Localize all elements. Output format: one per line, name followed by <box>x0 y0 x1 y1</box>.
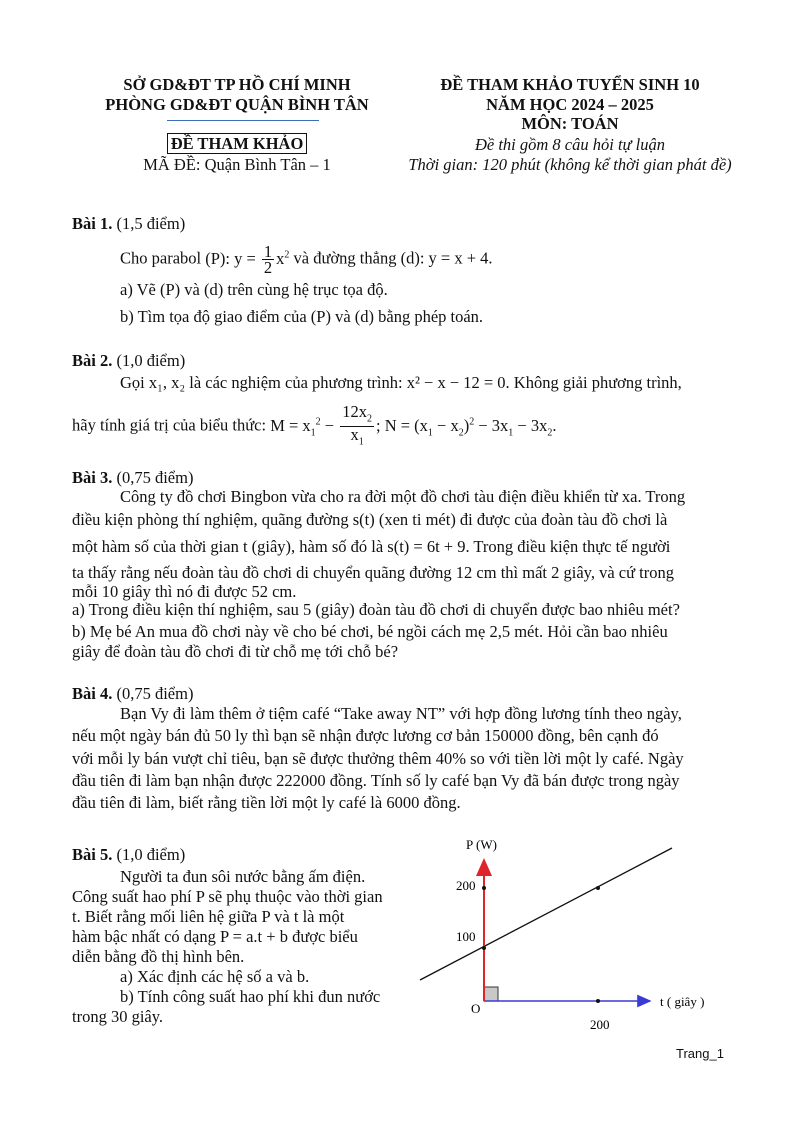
bai5-line2: Công suất hao phí P sẽ phụ thuộc vào thời gian <box>72 887 383 906</box>
bai3-b1: b) Mẹ bé An mua đồ chơi này về cho bé chơi, bé ngồi cách mẹ 2,5 mét. Hỏi cần bao nhiêu <box>72 622 668 641</box>
bai1-points: (1,5 điểm) <box>116 214 186 233</box>
bai3-line2: điều kiện phòng thí nghiệm, quãng đường s(t) (xen ti mét) đi được của đoàn tàu đồ chơi là <box>72 510 668 529</box>
school-year: NĂM HỌC 2024 – 2025 <box>486 95 654 114</box>
bai3-title: Bài 3. <box>72 468 113 487</box>
point-y200 <box>482 886 486 890</box>
time-limit: Thời gian: 120 phút (không kể thời gian phát đề) <box>408 155 732 174</box>
bai4-line3: với mỗi ly bán vượt chỉ tiêu, bạn sẽ được thưởng thêm 40% so với tiền lời một ly café. Ngày <box>72 749 684 768</box>
bai2-text-1b: x² − x − 12 = 0. Không giải phương trình, <box>406 373 682 392</box>
header-divider <box>167 120 319 121</box>
expr-N: $N = (x_1 - x_2)^2 - 3x_1 - 3x_2$. <box>384 415 557 438</box>
x-axis-label: t ( giây ) <box>660 994 705 1009</box>
bai4-title: Bài 4. <box>72 684 113 703</box>
bai1-text-2: và đường thẳng <box>293 248 397 268</box>
bai4-line4: đầu tiên đi làm bạn nhận được 222000 đồng. Tính số ly café bạn Vy đã bán được trong ngày <box>72 771 680 790</box>
bai2-line2 <box>72 404 556 450</box>
bai5-title: Bài 5. <box>72 845 113 864</box>
point-x200 <box>596 999 600 1003</box>
right-angle-marker <box>484 987 498 1001</box>
bai3-b2: giây để đoàn tàu đồ chơi đi từ chỗ mẹ tới chỗ bé? <box>72 642 399 661</box>
bai5-b2: trong 30 giây. <box>72 1007 164 1026</box>
bai1-text-1: Cho parabol <box>120 248 202 268</box>
bai1-b: b) Tìm tọa độ giao điểm của (P) và (d) bằng phép toán. <box>120 307 484 326</box>
exam-type-box-wrap <box>80 133 394 154</box>
bai2-points: (1,0 điểm) <box>116 351 186 370</box>
bai3-line4: ta thấy rằng nếu đoàn tàu đồ chơi di chuyển quãng đường 12 cm thì mất 2 giây, và cứ trong <box>72 563 674 582</box>
bai5-text-4c: được biểu <box>292 927 358 946</box>
tick-y-100: 100 <box>456 929 476 944</box>
bai5-formula: P = a.t + b <box>219 927 288 946</box>
y-axis-label: P (W) <box>466 837 497 852</box>
header-department: SỞ GD&ĐT TP HỒ CHÍ MINH <box>123 75 351 94</box>
bai2-text-1a: Gọi x₁, x₂ là các nghiệm của phương trình: <box>120 373 403 392</box>
fraction-12x2-x1: $\frac{12x_2}{x_1}$ <box>342 402 372 448</box>
bai3-a: a) Trong điều kiện thí nghiệm, sau 5 (giây) đoàn tàu đồ chơi di chuyển được bao nhiêu mét? <box>72 600 680 619</box>
bai4-points: (0,75 điểm) <box>116 684 194 703</box>
bai5-b1: b) Tính công suất hao phí khi đun nước <box>120 987 381 1006</box>
bai5-text-4a: hàm bậc nhất có dạng <box>72 927 216 946</box>
bai4-line2: nếu một ngày bán đủ 50 ly thì bạn sẽ nhận được lương cơ bản 150000 đồng, bên cạnh đó <box>72 726 659 745</box>
bai1-a: a) Vẽ (P) và (d) trên cùng hệ trục tọa độ. <box>120 280 388 299</box>
graph-line <box>420 848 672 980</box>
bai2-title: Bài 2. <box>72 351 113 370</box>
tick-x-200: 200 <box>590 1017 610 1032</box>
parabol-eq: (P): y = $\frac{1}{2}$ $x^2$ <box>205 242 290 278</box>
bai5-line1: Người ta đun sôi nước bằng ấm điện. <box>120 867 366 886</box>
bai3-points: (0,75 điểm) <box>116 468 194 487</box>
bai3-line3: một hàm số của thời gian t (giây), hàm số đó là s(t) = 6t + 9. Trong điều kiện thực tế người <box>72 537 671 556</box>
question-count: Đề thi gồm 8 câu hỏi tự luận <box>474 135 666 154</box>
point-200-200 <box>596 886 600 890</box>
tick-y-200: 200 <box>456 878 476 893</box>
fraction-half: $\frac{1}{2}$ <box>263 242 273 278</box>
bai2-line1 <box>120 371 724 395</box>
exam-title: ĐỀ THAM KHẢO TUYỂN SINH 10 <box>440 75 700 94</box>
bai2-heading <box>72 349 185 373</box>
page-number: Trang_1 <box>676 1046 724 1061</box>
bai2-text-2: hãy tính giá trị của biểu thức: <box>72 415 267 435</box>
bai5-a: a) Xác định các hệ số a và b. <box>120 967 310 986</box>
expr-M: $M = x_1^2$ − $\frac{12x_2}{x_1}$ ; <box>270 402 381 448</box>
bai5-heading <box>72 843 185 867</box>
origin-label: O <box>471 1001 481 1016</box>
subject: MÔN: TOÁN <box>521 114 619 133</box>
bai1-statement <box>120 242 493 278</box>
bai4-line5: đầu tiên đi làm, biết rằng tiền lời một ly café là 6000 đồng. <box>72 793 461 812</box>
bai1-title: Bài 1. <box>72 214 113 233</box>
bai5-line3: t. Biết rằng mối liên hệ giữa P và t là một <box>72 907 345 926</box>
bai5-line5: diễn bằng đồ thị hình bên. <box>72 947 245 966</box>
bai1-heading <box>72 212 185 236</box>
bai5-points: (1,0 điểm) <box>116 845 186 864</box>
exam-code: MÃ ĐỀ: Quận Bình Tân – 1 <box>143 155 331 174</box>
linear-graph <box>410 830 730 1040</box>
header-district: PHÒNG GD&ĐT QUẬN BÌNH TÂN <box>105 95 369 114</box>
bai4-line1: Bạn Vy đi làm thêm ở tiệm café “Take away NT” với hợp đồng lương tính theo ngày, <box>120 704 682 723</box>
bai3-line5: mỗi 10 giây thì nó đi được 52 cm. <box>72 582 297 601</box>
point-y100 <box>482 946 486 950</box>
exam-type-box: ĐỀ THAM KHẢO <box>167 133 308 154</box>
line-eq: (d): y = x + 4. <box>400 248 493 268</box>
bai3-line1: Công ty đồ chơi Bingbon vừa cho ra đời một đồ chơi tàu điện điều khiển từ xa. Trong <box>120 487 686 506</box>
